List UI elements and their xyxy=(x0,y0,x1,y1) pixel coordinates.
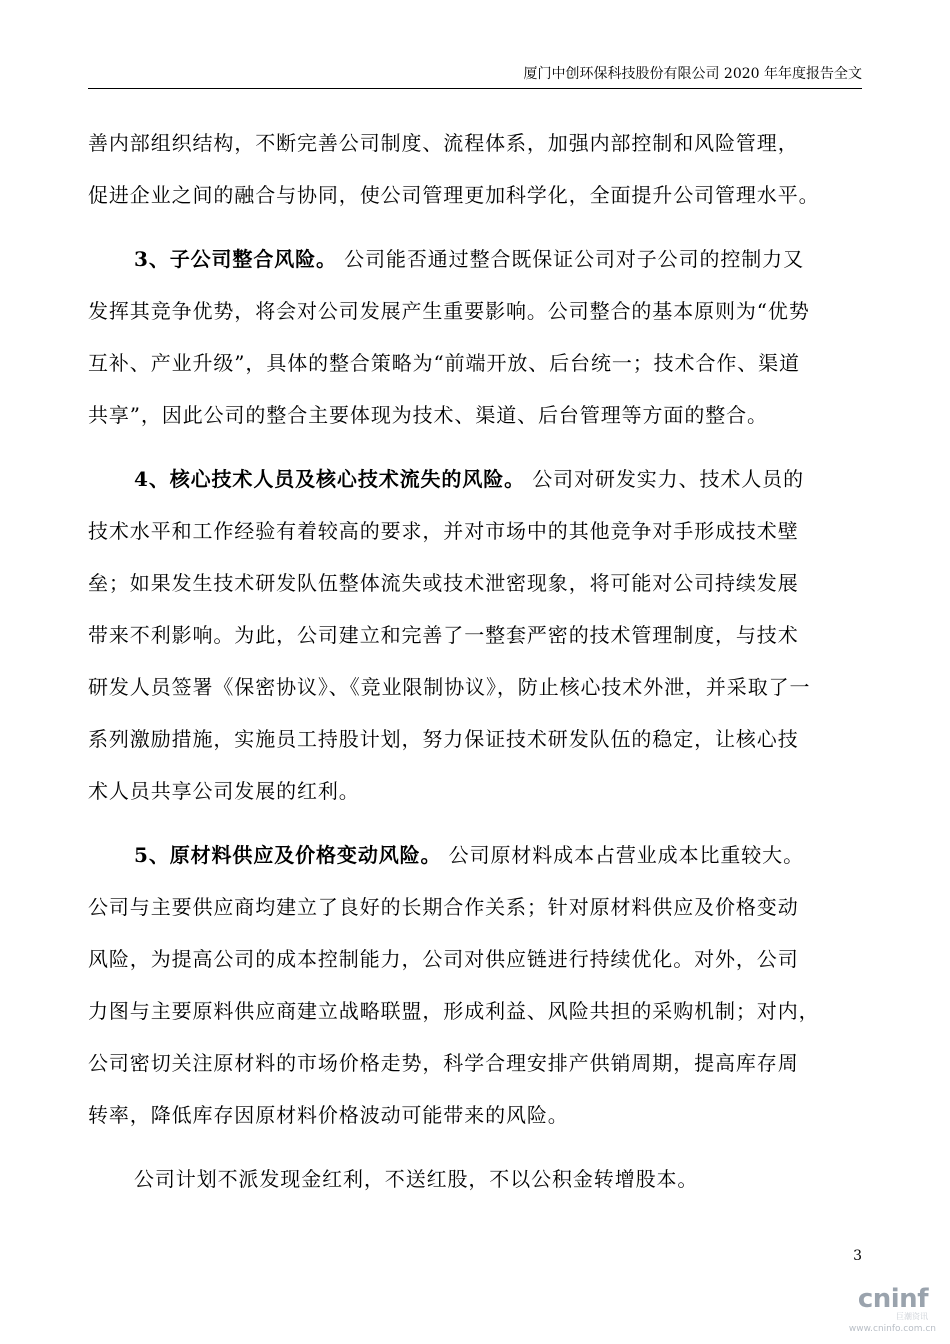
text-line: 公司计划不派发现金红利，不送红股，不以公积金转增股本。 xyxy=(134,1167,699,1191)
text-line: 力图与主要原料供应商建立战略联盟，形成利益、风险共担的采购机制；对内， xyxy=(88,999,820,1023)
text-line xyxy=(88,453,862,505)
text-line: 发挥其竞争优势，将会对公司发展产生重要影响。公司整合的基本原则为“优势 xyxy=(88,299,810,323)
text-line xyxy=(88,829,862,881)
paragraph-subsidiary-integration-risk xyxy=(88,233,862,441)
text-run: 公司对研发实力、技术人员的 xyxy=(525,467,804,491)
page-number: 3 xyxy=(853,1248,862,1264)
text-line: 带来不利影响。为此，公司建立和完善了一整套严密的技术管理制度，与技术 xyxy=(88,623,799,647)
text-line: 技术水平和工作经验有着较高的要求，并对市场中的其他竞争对手形成技术壁 xyxy=(88,519,799,543)
document-body xyxy=(88,117,862,1217)
text-line: 系列激励措施，实施员工持股计划，努力保证技术研发队伍的稳定，让核心技 xyxy=(88,727,799,751)
text-line: 研发人员签署《保密协议》、《竞业限制协议》，防止核心技术外泄，并采取了一 xyxy=(88,675,811,699)
text-line: 公司密切关注原材料的市场价格走势，科学合理安排产供销周期，提高库存周 xyxy=(88,1051,799,1075)
text-line: 风险，为提高公司的成本控制能力，公司对供应链进行持续优化。对外，公司 xyxy=(88,947,799,971)
text-line: 互补、产业升级”，具体的整合策略为“前端开放、后台统一；技术合作、渠道 xyxy=(88,351,800,375)
section-heading: 3、子公司整合风险。 xyxy=(134,247,337,271)
page-header: 厦门中创环保科技股份有限公司 2020 年年度报告全文 xyxy=(523,66,862,82)
text-line: 术人员共享公司发展的红利。 xyxy=(88,779,360,803)
text-line: 共享”，因此公司的整合主要体现为技术、渠道、后台管理等方面的整合。 xyxy=(88,403,768,427)
header-rule xyxy=(88,88,862,89)
text-line: 善内部组织结构，不断完善公司制度、流程体系，加强内部控制和风险管理， xyxy=(88,131,799,155)
cninfo-url: www.cninfo.com.cn xyxy=(848,1324,936,1334)
text-line xyxy=(88,233,862,285)
text-line: 促进企业之间的融合与协同，使公司管理更加科学化，全面提升公司管理水平。 xyxy=(88,183,820,207)
text-run: 公司能否通过整合既保证公司对子公司的控制力又 xyxy=(336,247,804,271)
paragraph-management-continued xyxy=(88,117,862,221)
paragraph-core-tech-personnel-risk xyxy=(88,453,862,817)
cninfo-chinese-name: 巨潮资讯 xyxy=(896,1312,928,1321)
paragraph-raw-material-risk xyxy=(88,829,862,1141)
text-line: 公司与主要供应商均建立了良好的长期合作关系；针对原材料供应及价格变动 xyxy=(88,895,799,919)
text-line: 垒；如果发生技术研发队伍整体流失或技术泄密现象，将可能对公司持续发展 xyxy=(88,571,799,595)
section-heading: 5、原材料供应及价格变动风险。 xyxy=(134,843,442,867)
text-run: 公司原材料成本占营业成本比重较大。 xyxy=(441,843,804,867)
text-line: 转率，降低库存因原材料价格波动可能带来的风险。 xyxy=(88,1103,569,1127)
section-heading: 4、核心技术人员及核心技术流失的风险。 xyxy=(134,467,526,491)
paragraph-dividend-plan xyxy=(88,1153,862,1205)
cninfo-watermark xyxy=(826,1284,936,1334)
cninfo-logo: cninf xyxy=(857,1284,928,1314)
